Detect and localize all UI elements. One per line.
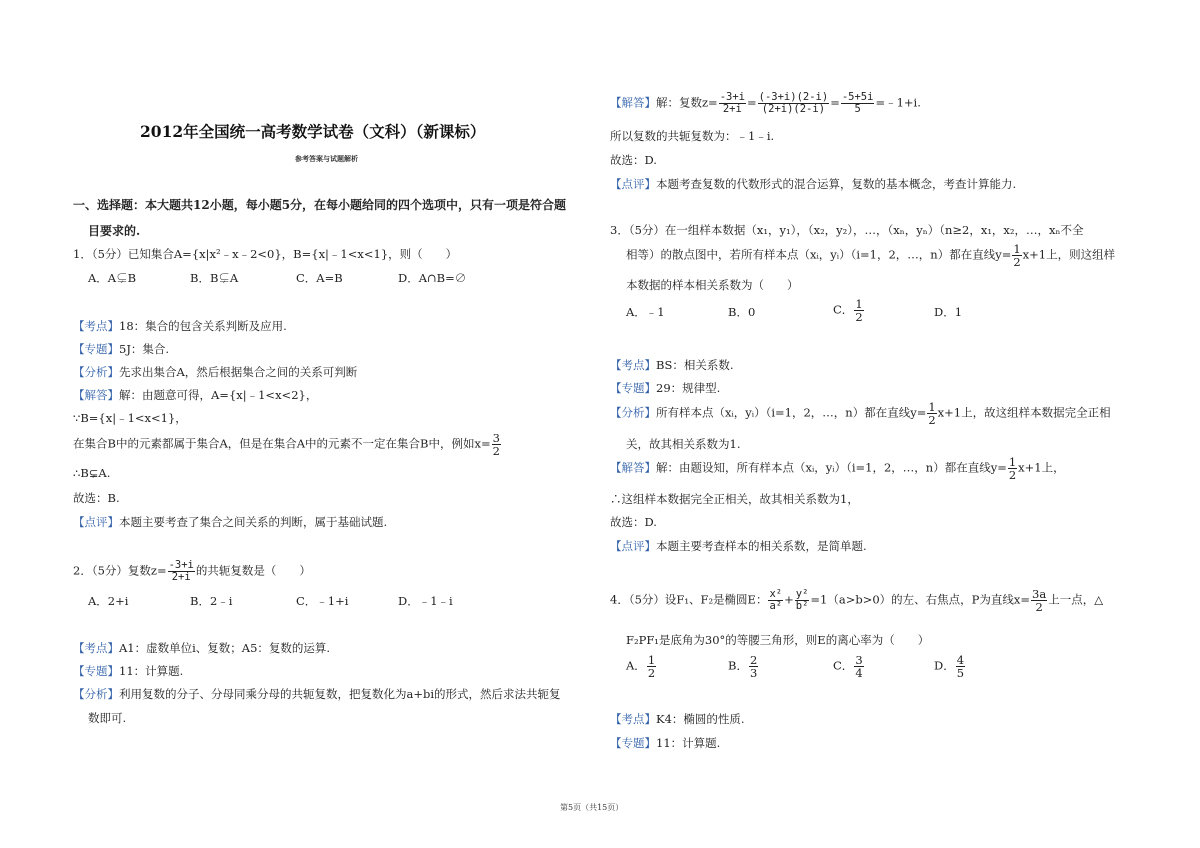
kaodian-text: K4：椭圆的性质.: [656, 712, 745, 726]
q4-option-d: [934, 654, 966, 679]
zhuanti-text: 11：计算题.: [119, 664, 184, 678]
frac-den: 2: [928, 413, 936, 428]
frac-den: 2+i: [722, 103, 742, 116]
frac-num: 3a: [1032, 587, 1047, 601]
tag-label: 【解答】: [610, 460, 656, 475]
dianping-text: 本题主要考查了集合之间关系的判断，属于基础试题.: [119, 515, 388, 529]
tag-label: 【分析】: [73, 365, 119, 379]
kaodian-text: 18：集合的包含关系判断及应用.: [119, 319, 287, 333]
q4-kaodian: [610, 711, 745, 727]
q1-zhuanti: [73, 341, 169, 357]
q2-option-a: A．2+i: [88, 594, 129, 608]
kaodian-text: BS：相关系数.: [656, 358, 734, 372]
frac-num: -3+i: [168, 559, 194, 571]
frac-num: (-3+i)(2-i): [758, 91, 829, 103]
q4-stem: 4．（5分）设F₁、F₂是椭圆E： $\frac{\text{x²}}{\text{a²}}$ + $\frac{\text{y²}}{\text{b²}}$ =1（a>b>0）的左、右焦点，P为直线x= $\frac{3a}{2}$ 上一点，△: [610, 587, 1104, 615]
q4-stem-cont: F₂PF₁是底角为30°的等腰三角形，则E的离心率为（ ）: [626, 633, 930, 647]
q1-fenxi: [73, 364, 357, 380]
zhuanti-text: 11：计算题.: [656, 736, 721, 750]
fenxi-text: 所有样本点（xᵢ，yᵢ）（i=1，2，…，n）都在直线y=: [656, 405, 927, 420]
stem-text: x+1上，则这组样: [1022, 247, 1116, 262]
q3-line: ∴这组样本数据完全正相关，故其相关系数为1，: [610, 492, 859, 506]
q2-fenxi-cont: 数即可.: [88, 711, 127, 725]
fraction: [749, 654, 758, 679]
q4-option-a: [626, 654, 657, 679]
frac-num: 3: [855, 653, 863, 667]
q1-line: [73, 432, 502, 457]
frac-num: 1: [1008, 455, 1017, 469]
stem-text: 4．（5分）设F₁、F₂是椭圆E：: [610, 592, 768, 607]
fraction: [758, 92, 830, 115]
zhuanti-text: 5J：集合.: [119, 342, 170, 356]
stem-text: =1（a>b>0）的左、右焦点，P为直线x=: [810, 592, 1031, 607]
fraction: [1031, 588, 1047, 613]
q2-option-b: B．2﹣i: [190, 594, 233, 608]
dianping-text: 本题考查复数的代数形式的混合运算，复数的基本概念，考查计算能力.: [656, 177, 1017, 191]
line-text: 在集合B中的元素都属于集合A，但是在集合A中的元素不一定在集合B中，例如x=: [73, 436, 491, 451]
q2-line: 所以复数的共轭复数为：﹣1﹣i.: [610, 129, 775, 143]
jieda-text: 解：由题意可得，A={x|﹣1<x<2}，: [119, 388, 318, 402]
fraction: [1008, 456, 1017, 481]
fraction: [956, 654, 965, 679]
q3-fenxi: [610, 401, 1111, 426]
fraction: [719, 92, 746, 115]
frac-den: b²: [795, 600, 809, 613]
frac-den: 2+i: [171, 571, 191, 584]
fraction: [492, 432, 501, 457]
q1-stem: 1．（5分）已知集合A={x|x²﹣x﹣2<0}，B={x|﹣1<x<1}，则（ ）: [73, 247, 458, 261]
fraction: [168, 560, 195, 583]
q2-line: 故选：D.: [610, 153, 657, 167]
frac-num: -3+i: [719, 91, 745, 103]
tag-label: 【专题】: [610, 381, 656, 395]
tag-label: 【点评】: [610, 539, 656, 553]
option-label: A．: [626, 658, 646, 673]
q3-stem: 3．（5分）在一组样本数据（x₁，y₁），（x₂，y₂），…，（xₙ，yₙ）（n≥2，x₁，x₂，…，xₙ不全: [610, 223, 1084, 237]
fraction: [1012, 243, 1021, 268]
frac-den: 2: [1013, 255, 1021, 270]
frac-den: 2: [492, 444, 500, 459]
option-label: C．: [833, 302, 854, 317]
q1-jieda: [73, 387, 317, 403]
frac-den: a²: [769, 600, 783, 613]
frac-num: 4: [956, 653, 965, 667]
q1-option-d: D．A∩B=∅: [398, 271, 467, 285]
frac-num: 1: [647, 653, 656, 667]
section-heading: 一、选择题：本大题共12小题，每小题5分，在每小题给同的四个选项中，只有一项是符合题: [73, 198, 567, 212]
zhuanti-text: 29：规律型.: [656, 381, 721, 395]
q3-line: 故选：D.: [610, 515, 657, 529]
q4-option-c: [833, 654, 865, 679]
page-title: 2012年全国统一高考数学试卷（文科）（新课标）: [140, 122, 486, 141]
frac-num: -5+5i: [841, 91, 874, 103]
q3-kaodian: [610, 357, 733, 373]
frac-den: 4: [855, 666, 863, 681]
jieda-text: 解：由题设知，所有样本点（xᵢ，yᵢ）（i=1，2，…，n）都在直线y=: [656, 460, 1007, 475]
frac-den: 5: [956, 666, 965, 681]
tag-label: 【解答】: [73, 388, 119, 402]
dianping-text: 本题主要考查样本的相关系数，是简单题.: [656, 539, 867, 553]
q1-kaodian: [73, 318, 287, 334]
frac-den: 2: [1008, 468, 1017, 483]
tag-label: 【考点】: [610, 712, 656, 726]
fraction: [795, 589, 810, 612]
q2-dianping: [610, 176, 1016, 192]
q2-option-c: C．﹣1+i: [296, 594, 349, 608]
frac-num: x²: [769, 588, 783, 601]
jieda-text: =﹣1+i.: [875, 95, 921, 110]
q2-fenxi: [73, 686, 561, 702]
tag-label: 【专题】: [610, 736, 656, 750]
q3-dianping: [610, 538, 867, 554]
option-label: B．: [728, 658, 748, 673]
stem-text: 2．（5分）复数z=: [73, 563, 167, 578]
q3-zhuanti: [610, 380, 720, 396]
tag-label: 【专题】: [73, 664, 119, 678]
tag-label: 【考点】: [610, 358, 656, 372]
stem-text: 相等）的散点图中，若所有样本点（xᵢ，yᵢ）（i=1，2，…，n）都在直线y=: [626, 247, 1012, 262]
q1-line: 故选：B.: [73, 491, 120, 505]
frac-num: 2: [749, 653, 758, 667]
page-footer: 第5页（共15页）: [560, 803, 624, 812]
q1-line: ∵B={x|﹣1<x<1}，: [73, 411, 187, 425]
option-label: D．: [934, 658, 955, 673]
frac-den: (2+i)(2-i): [761, 103, 826, 116]
q1-option-c: C．A=B: [296, 271, 343, 285]
kaodian-text: A1：虚数单位i、复数；A5：复数的运算.: [119, 641, 331, 655]
q1-dianping: [73, 514, 387, 530]
option-label: C．: [833, 658, 854, 673]
page-subtitle: 参考答案与试题解析: [295, 154, 358, 163]
section-heading-cont: 目要求的.: [88, 224, 141, 238]
frac-den: 5: [854, 103, 861, 116]
tag-label: 【点评】: [610, 177, 656, 191]
q2-kaodian: [73, 640, 330, 656]
frac-num: y²: [795, 588, 809, 601]
q2-zhuanti: [73, 663, 183, 679]
fraction: [768, 589, 783, 612]
fraction: [854, 298, 863, 323]
q3-fenxi-cont: 关，故其相关系数为1.: [626, 437, 741, 451]
q2-jieda: 【解答】解：复数z= $\frac{-3+i}{2+i}$ = $\frac{(-3+i)(2-i)}{(2+i)(2-i)}$ = $\frac{-5+5i}{5}$ =﹣1+i.: [610, 91, 921, 116]
tag-label: 【分析】: [73, 687, 119, 701]
frac-num: 1: [928, 400, 936, 414]
q3-option-d: D．1: [934, 305, 963, 319]
q2-option-d: D．﹣1﹣i: [398, 594, 453, 608]
q3-jieda: [610, 456, 1065, 481]
stem-text: 的共轭复数是（ ）: [195, 563, 311, 578]
q1-option-a: A．A⊊B: [88, 271, 137, 285]
frac-num: 1: [855, 297, 863, 311]
frac-num: 3: [492, 431, 500, 445]
tag-label: 【分析】: [610, 405, 656, 420]
fenxi-text: x+1上，故这组样本数据完全正相: [937, 405, 1111, 420]
q3-option-a: A．﹣1: [626, 305, 665, 319]
frac-num: 1: [1013, 242, 1021, 256]
q3-option-b: B．0: [728, 305, 756, 319]
jieda-text: 解：复数z=: [656, 95, 718, 110]
frac-den: 2: [1035, 600, 1043, 615]
fraction: [647, 654, 656, 679]
tag-label: 【考点】: [73, 641, 119, 655]
fenxi-text: 利用复数的分子、分母同乘分母的共轭复数，把复数化为a+bi的形式，然后求法共轭复: [119, 687, 561, 701]
tag-label: 【解答】: [610, 95, 656, 110]
q3-stem-cont2: 本数据的样本相关系数为（ ）: [626, 278, 799, 292]
q1-option-b: B．B⊊A: [190, 271, 239, 285]
q2-stem: [73, 560, 311, 583]
stem-text: 上一点，△: [1048, 592, 1104, 607]
q3-stem-cont: [626, 243, 1115, 268]
tag-label: 【点评】: [73, 515, 119, 529]
jieda-text: x+1上，: [1018, 460, 1065, 475]
tag-label: 【考点】: [73, 319, 119, 333]
fraction: [927, 401, 936, 426]
q4-zhuanti: [610, 735, 720, 751]
frac-den: 3: [749, 666, 758, 681]
fraction: [854, 654, 863, 679]
frac-den: 2: [647, 666, 656, 681]
fenxi-text: 先求出集合A，然后根据集合之间的关系可判断: [119, 365, 358, 379]
tag-label: 【专题】: [73, 342, 119, 356]
q4-option-b: [728, 654, 759, 679]
q3-option-c: [833, 298, 865, 323]
fraction: [841, 92, 875, 115]
frac-den: 2: [855, 310, 863, 325]
q1-line: ∴B⊊A.: [73, 466, 111, 480]
